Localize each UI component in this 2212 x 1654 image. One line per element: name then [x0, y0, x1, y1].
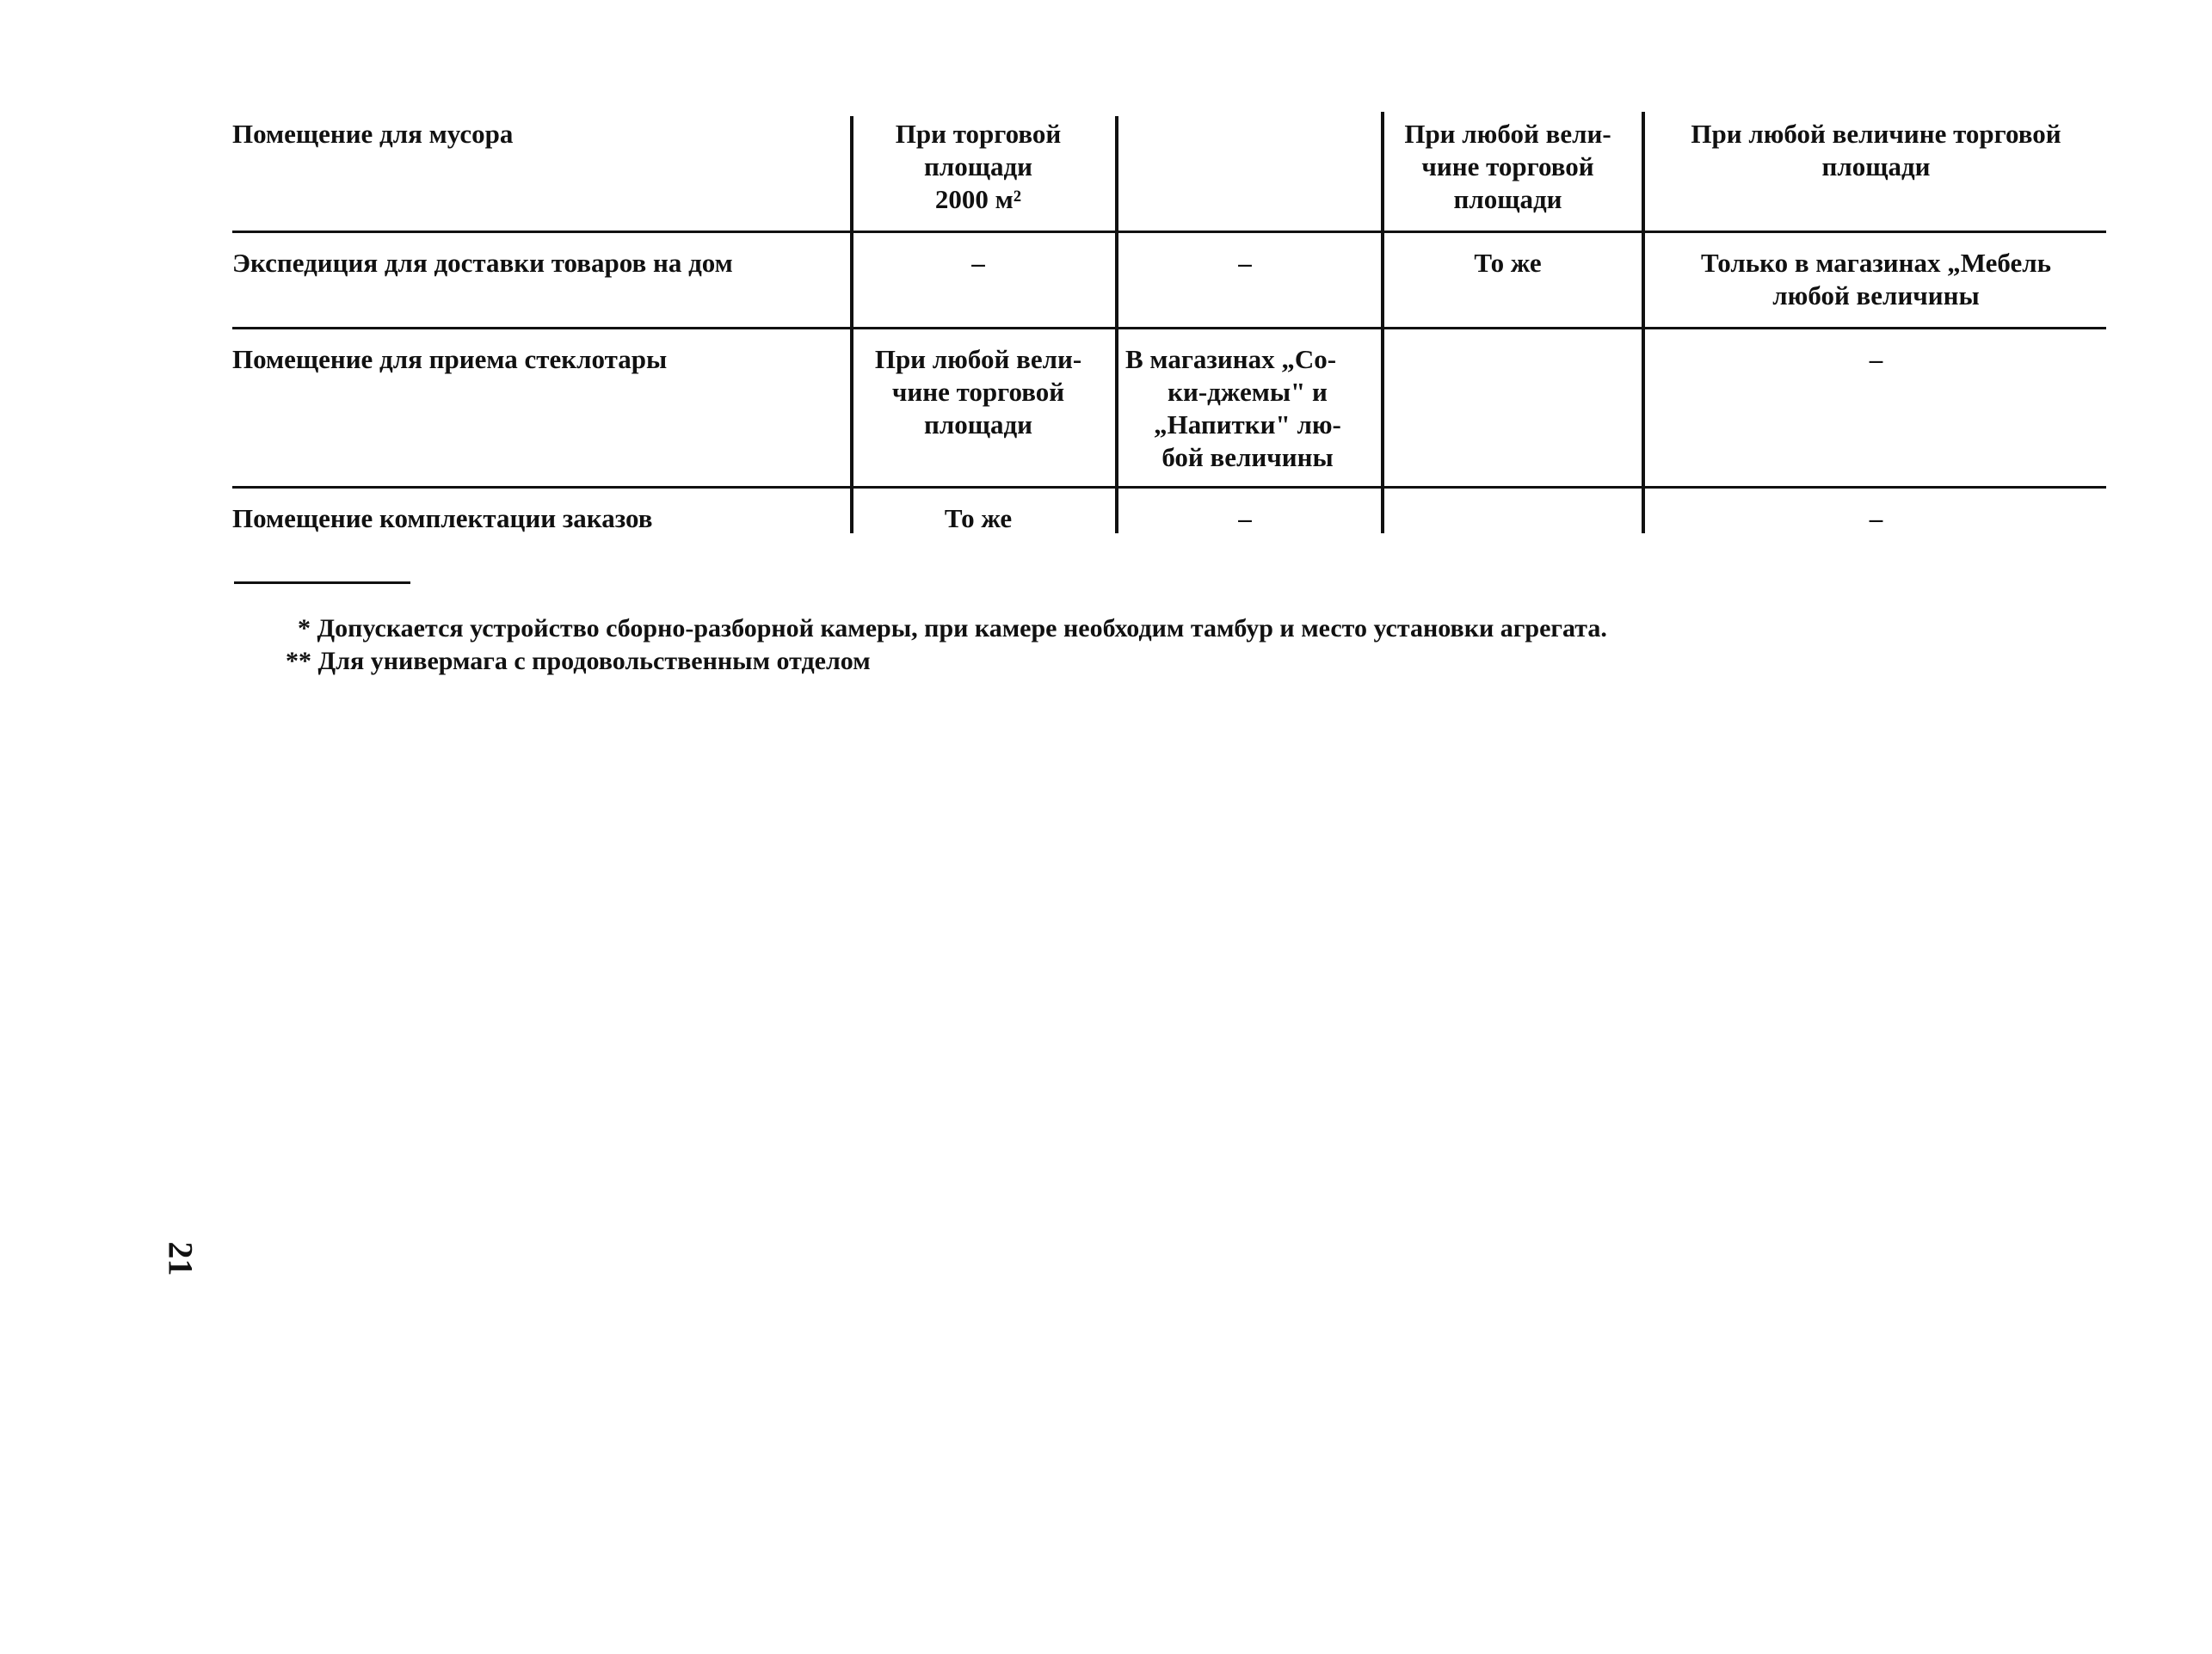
cell-line: чине торговой — [1421, 151, 1594, 181]
table-cell — [1385, 245, 1630, 280]
cell-line: – — [971, 248, 985, 278]
row-label: Экспедиция для доставки товаров на дом — [232, 248, 733, 278]
table-cell — [1385, 341, 1630, 343]
table-cell — [1120, 116, 1370, 118]
table-cell — [1646, 245, 2106, 312]
footnote: ** Для универмага с продовольственным отделом — [286, 647, 871, 675]
table-cell — [1385, 116, 1630, 216]
table-cell — [853, 341, 1103, 441]
cell-line: площади — [924, 151, 1032, 181]
footnote-rule — [234, 581, 410, 584]
cell-line: То же — [944, 503, 1013, 533]
row-divider — [232, 327, 2106, 329]
row-label: Помещение комплектации заказов — [232, 503, 653, 533]
cell-line: „Напитки" лю- — [1154, 409, 1341, 440]
table-cell — [1646, 501, 2106, 535]
cell-line: При любой величине торговой — [1691, 119, 2061, 149]
page-number: 21 — [161, 1241, 200, 1276]
table-cell — [1385, 501, 1630, 502]
cell-line: При любой вели- — [874, 344, 1082, 374]
cell-line: – — [1238, 503, 1252, 533]
cell-line: ки-джемы" и — [1168, 377, 1328, 407]
cell-line: При торговой — [895, 119, 1062, 149]
column-divider — [1642, 112, 1645, 533]
table-cell — [1120, 245, 1370, 280]
table-cell — [853, 501, 1103, 535]
column-divider — [1381, 112, 1384, 533]
column-divider — [1115, 116, 1118, 533]
cell-line: – — [1238, 248, 1252, 278]
cell-line: – — [1869, 503, 1883, 533]
row-divider — [232, 231, 2106, 233]
cell-line: То же — [1474, 248, 1542, 278]
row-label: Помещение для мусора — [232, 119, 514, 149]
table-cell — [1120, 341, 1370, 474]
rooms-table — [232, 116, 2106, 538]
cell-line: площади — [924, 409, 1032, 440]
table-cell — [1646, 116, 2106, 183]
cell-line: – — [1869, 344, 1883, 374]
row-label: Помещение для приема стеклотары — [232, 344, 668, 374]
cell-line: чине торговой — [891, 377, 1065, 407]
table-cell — [853, 116, 1103, 216]
cell-line: В магазинах „Со- — [1125, 344, 1337, 374]
table-cell — [853, 245, 1103, 280]
table-cell — [1120, 501, 1370, 535]
cell-line: любой величины — [1772, 280, 1980, 311]
cell-line: бой величины — [1161, 442, 1334, 472]
table-cell — [1646, 341, 2106, 376]
footnote: * Допускается устройство сборно-разборной камеры, при камере необходим тамбур и место установки агрегата. — [298, 614, 1607, 643]
cell-line: площади — [1453, 184, 1562, 214]
row-divider — [232, 486, 2106, 489]
cell-line: При любой вели- — [1404, 119, 1611, 149]
cell-line: 2000 м² — [934, 184, 1022, 214]
cell-line: площади — [1821, 151, 1931, 181]
cell-line: Только в магазинах „Мебель — [1700, 248, 2051, 278]
